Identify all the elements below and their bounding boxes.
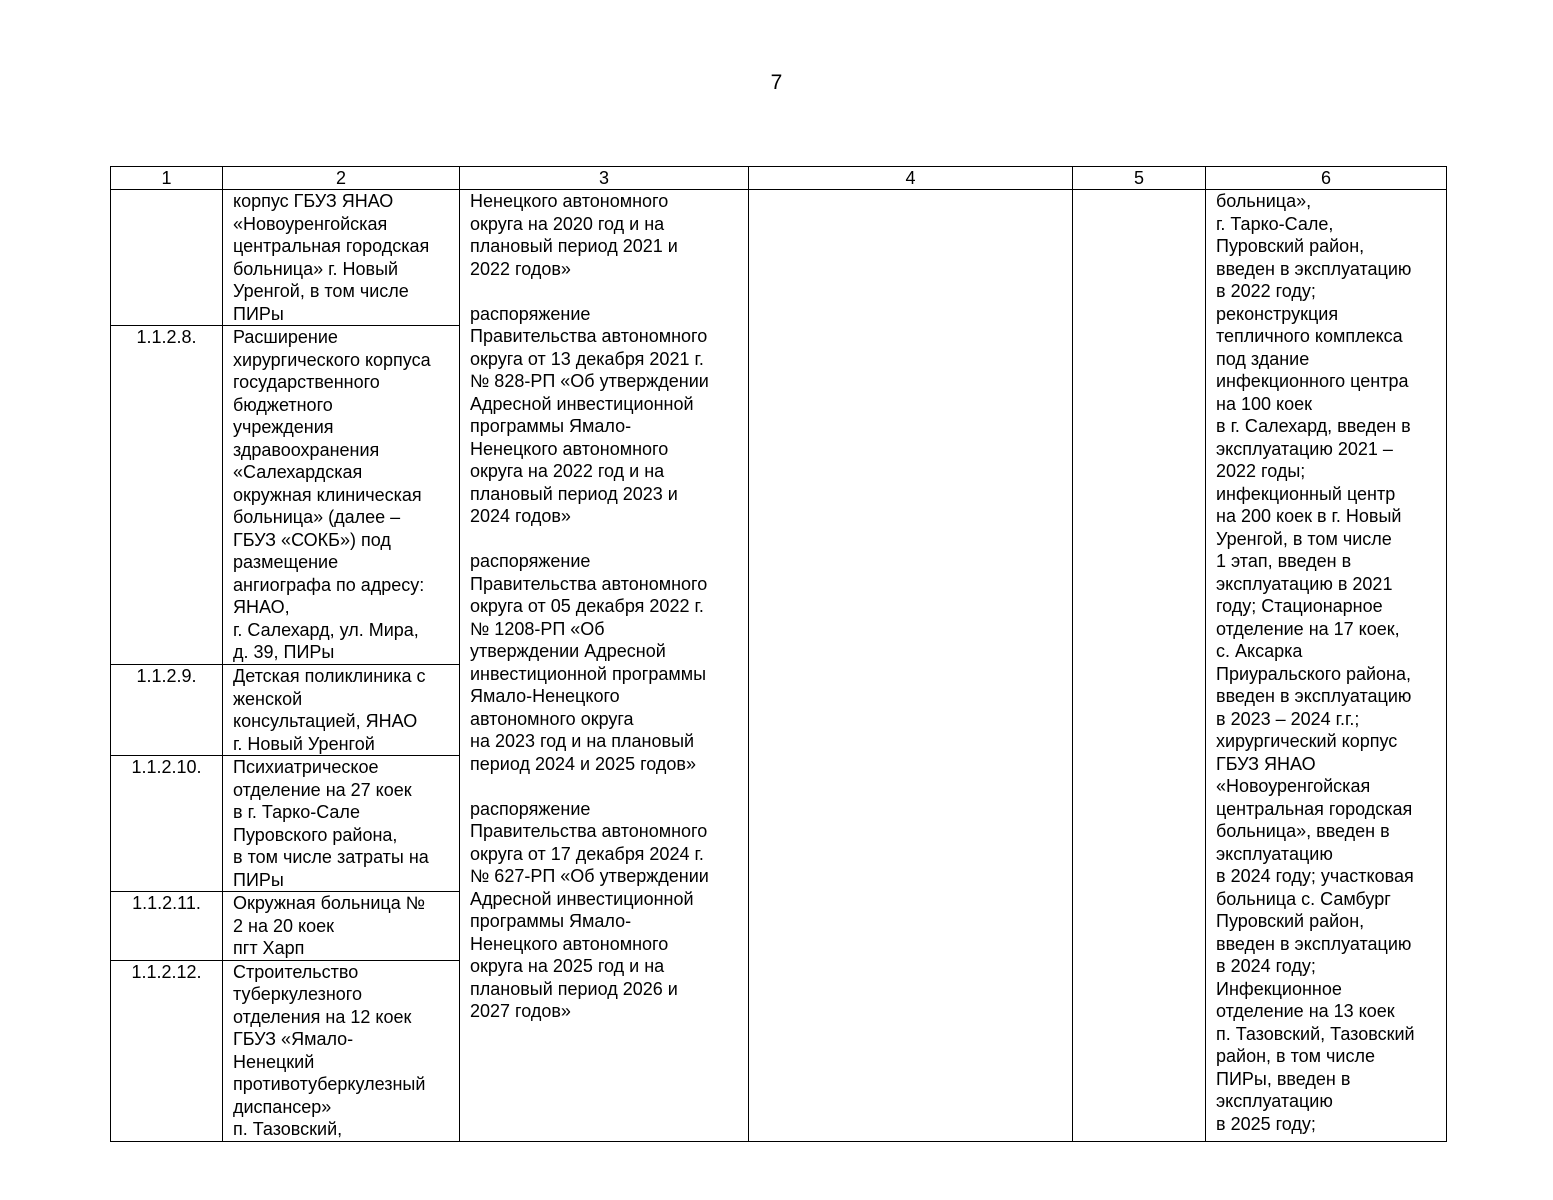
row-number-cell: 1.1.2.12. <box>111 960 223 1141</box>
row-number-cell: 1.1.2.8. <box>111 326 223 665</box>
row-number-cell: 1.1.2.11. <box>111 892 223 961</box>
column-header-2: 2 <box>223 167 460 190</box>
row-number-cell <box>111 190 223 326</box>
object-name-cell: Психиатрическое отделение на 27 коек в г. Тарко-Сале Пуровского района, в том числе затраты на ПИРы <box>223 756 460 892</box>
object-name-cell: Детская поликлиника с женской консультацией, ЯНАО г. Новый Уренгой <box>223 665 460 756</box>
column-header-3: 3 <box>460 167 749 190</box>
object-name-cell: Окружная больница № 2 на 20 коек пгт Харп <box>223 892 460 961</box>
object-name-cell: корпус ГБУЗ ЯНАО «Новоуренгойская центральная городская больница» г. Новый Уренгой, в том числе ПИРы <box>223 190 460 326</box>
column-header-4: 4 <box>749 167 1073 190</box>
investment-program-table <box>110 166 1447 1142</box>
table-header-row <box>111 167 1447 190</box>
column-header-5: 5 <box>1073 167 1206 190</box>
column-5-cell <box>1073 190 1206 1142</box>
object-name-cell: Расширение хирургического корпуса государственного бюджетного учреждения здравоохранения «Салехардская окружная клиническая больница» (далее – ГБУЗ «СОКБ») под размещение ангиографа по адресу: ЯНАО, г. Салехард, ул. Мира, д. 39, ПИРы <box>223 326 460 665</box>
column-header-6: 6 <box>1206 167 1447 190</box>
column-header-1: 1 <box>111 167 223 190</box>
results-cell: больница», г. Тарко-Сале, Пуровский район, введен в эксплуатацию в 2022 году; реконструкция тепличного комплекса под здание инфекционного центра на 100 коек в г. Салехард, введен в эксплуатацию 2021 – 2022 годы; инфекционный центр на 200 коек в г. Новый Уренгой, в том числе 1 этап, введен в эксплуатацию в 2021 году; Стационарное отделение на 17 коек, с. Аксарка Приуральского района, введен в эксплуатацию в 2023 – 2024 г.г.; хирургический корпус ГБУЗ ЯНАО «Новоуренгойская центральная городская больница», введен в эксплуатацию в 2024 году; участковая больница с. Самбург Пуровский район, введен в эксплуатацию в 2024 году; Инфекционное отделение на 13 коек п. Тазовский, Тазовский район, в том числе ПИРы, введен в эксплуатацию в 2025 году; <box>1206 190 1447 1142</box>
object-name-cell: Строительство туберкулезного отделения на 12 коек ГБУЗ «Ямало- Ненецкий противотуберкулезный диспансер» п. Тазовский, <box>223 960 460 1141</box>
legal-basis-cell: Ненецкого автономного округа на 2020 год и на плановый период 2021 и 2022 годов» распоряжение Правительства автономного округа от 13 декабря 2021 г. № 828-РП «Об утверждении Адресной инвестиционной программы Ямало- Ненецкого автономного округа на 2022 год и на плановый период 2023 и 2024 годов» распоряжение Правительства автономного округа от 05 декабря 2022 г. № 1208-РП «Об утверждении Адресной инвестиционной программы Ямало-Ненецкого автономного округа на 2023 год и на плановый период 2024 и 2025 годов» распоряжение Правительства автономного округа от 17 декабря 2024 г. № 627-РП «Об утверждении Адресной инвестиционной программы Ямало- Ненецкого автономного округа на 2025 год и на плановый период 2026 и 2027 годов» <box>460 190 749 1142</box>
row-number-cell: 1.1.2.9. <box>111 665 223 756</box>
page-number: 7 <box>770 71 783 94</box>
table-row <box>111 190 1447 326</box>
row-number-cell: 1.1.2.10. <box>111 756 223 892</box>
column-4-cell <box>749 190 1073 1142</box>
